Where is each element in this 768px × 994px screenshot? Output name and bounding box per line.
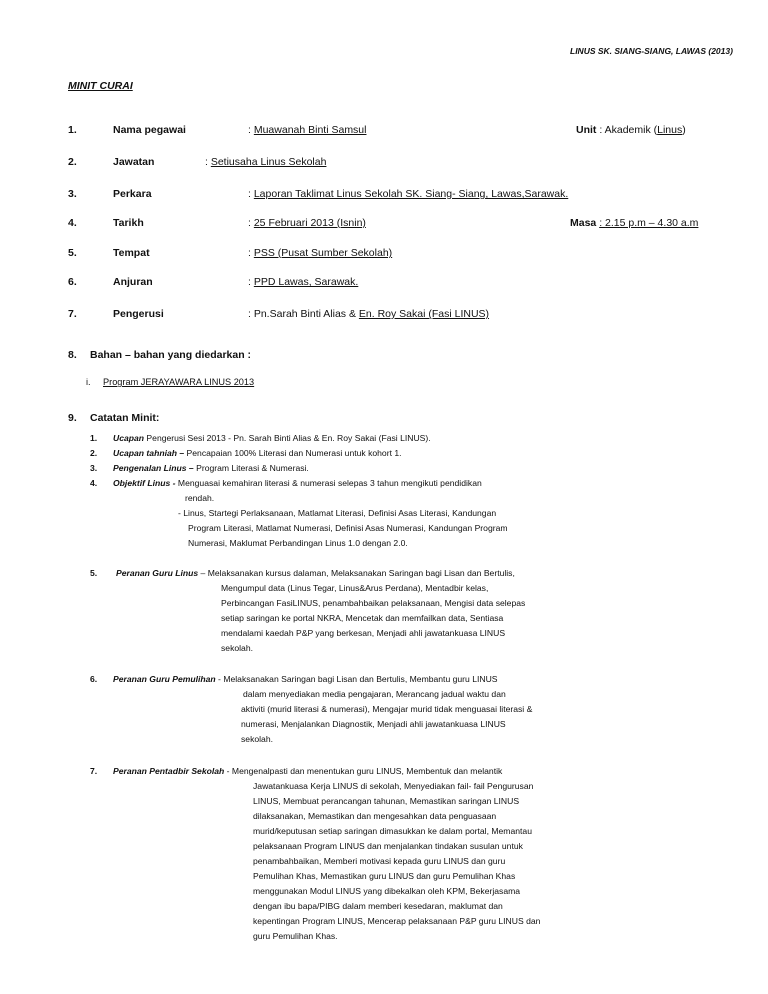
minute-continuation: menggunakan Modul LINUS yang dibekalkan oleh KPM, Bekerjasama: [253, 886, 521, 896]
minute-continuation: pelaksanaan Program LINUS dan menjalankan tindakan susulan untuk: [253, 841, 523, 851]
minute-continuation: rendah.: [185, 493, 215, 503]
field-num: 3.: [68, 188, 77, 200]
section-num: 9.: [68, 412, 77, 424]
minute-continuation: guru Pemulihan Khas.: [253, 931, 338, 941]
minute-continuation: Perbincangan FasiLINUS, penambahbaikan pelaksanaan, Mengisi data selepas: [221, 598, 526, 608]
field-value: : Muawanah Binti Samsul: [248, 124, 367, 136]
field-num: 5.: [68, 247, 77, 259]
minute-continuation: numerasi, Menjalankan Diagnostik, Menjadi ahli jawatankuasa LINUS: [241, 719, 506, 729]
minute-item: Objektif Linus - Menguasai kemahiran literasi & numerasi selepas 3 tahun mengikuti pendidikan: [113, 478, 482, 488]
field-label: Nama pegawai: [113, 124, 186, 136]
minute-continuation: sekolah.: [241, 734, 274, 744]
field-num: 2.: [68, 156, 77, 168]
field-label: Anjuran: [113, 276, 153, 288]
field-num: 7.: [68, 308, 77, 320]
minute-item: Peranan Guru Linus – Melaksanakan kursus dalaman, Melaksanakan Saringan bagi Lisan dan Bertulis,: [116, 568, 515, 578]
unit-field: Unit : Akademik (Linus): [576, 124, 686, 136]
page-title: MINIT CURAI: [68, 80, 133, 92]
list-item: Program JERAYAWARA LINUS 2013: [103, 377, 255, 387]
minute-continuation: murid/keputusan setiap saringan dimasukkan ke dalam portal, Memantau: [253, 826, 532, 836]
minute-continuation: mendalami kaedah P&P yang berkesan, Menjadi ahli jawatankuasa LINUS: [221, 628, 506, 638]
field-label: Pengerusi: [113, 308, 164, 320]
minute-continuation: dalam menyediakan media pengajaran, Merancang jadual waktu dan: [243, 689, 506, 699]
minute-num: 3.: [90, 463, 98, 473]
field-num: 1.: [68, 124, 77, 136]
section-title: Catatan Minit:: [90, 412, 160, 424]
minute-continuation: sekolah.: [221, 643, 254, 653]
field-value: : Pn.Sarah Binti Alias & En. Roy Sakai (Fasi LINUS): [248, 308, 490, 320]
minute-continuation: Pemulihan Khas, Memastikan guru LINUS dan guru Pemulihan Khas: [253, 871, 516, 881]
minute-continuation: Numerasi, Maklumat Perbandingan Linus 1.0 dengan 2.0.: [188, 538, 408, 548]
minute-continuation: setiap saringan ke portal NKRA, Mencetak dan memfailkan data, Sentiasa: [221, 613, 504, 623]
minute-continuation: aktiviti (murid literasi & numerasi), Mengajar murid tidak menguasai literasi &: [241, 704, 533, 714]
minute-item: Peranan Pentadbir Sekolah - Mengenalpasti dan menentukan guru LINUS, Membentuk dan melantik: [113, 766, 503, 776]
minute-continuation: Program Literasi, Matlamat Numerasi, Definisi Asas Numerasi, Kandungan Program: [188, 523, 508, 533]
masa-field: Masa : 2.15 p.m – 4.30 a.m: [570, 217, 699, 229]
minute-continuation: penambahbaikan, Memberi motivasi kepada guru LINUS dan guru: [253, 856, 506, 866]
field-value: : PPD Lawas, Sarawak.: [248, 276, 359, 288]
minute-continuation: - Linus, Startegi Perlaksanaan, Matlamat Literasi, Definisi Asas Literasi, Kandungan: [178, 508, 497, 518]
minute-continuation: dengan ibu bapa/PIBG dalam memberi kesedaran, maklumat dan: [253, 901, 503, 911]
minute-num: 5.: [90, 568, 98, 578]
field-num: 6.: [68, 276, 77, 288]
minute-continuation: kepentingan Program LINUS, Mencerap pelaksanaan P&P guru LINUS dan: [253, 916, 541, 926]
minute-item: Ucapan Pengerusi Sesi 2013 - Pn. Sarah Binti Alias & En. Roy Sakai (Fasi LINUS).: [113, 433, 431, 443]
minute-num: 6.: [90, 674, 98, 684]
minute-item: Ucapan tahniah – Pencapaian 100% Literasi dan Numerasi untuk kohort 1.: [113, 448, 402, 458]
header-title: LINUS SK. SIANG-SIANG, LAWAS (2013): [570, 46, 733, 56]
field-value: : Setiusaha Linus Sekolah: [205, 156, 327, 168]
list-num: i.: [86, 377, 91, 387]
minute-continuation: Mengumpul data (Linus Tegar, Linus&Arus Perdana), Mentadbir kelas,: [221, 583, 489, 593]
minute-continuation: Jawatankuasa Kerja LINUS di sekolah, Menyediakan fail- fail Pengurusan: [253, 781, 534, 791]
section-title: Bahan – bahan yang diedarkan :: [90, 349, 252, 361]
minute-item: Pengenalan Linus – Program Literasi & Numerasi.: [113, 463, 309, 473]
minute-num: 7.: [90, 766, 98, 776]
field-value: : PSS (Pusat Sumber Sekolah): [248, 247, 393, 259]
field-label: Perkara: [113, 188, 152, 200]
field-value: : 25 Februari 2013 (Isnin): [248, 217, 366, 229]
field-label: Jawatan: [113, 156, 155, 168]
minute-num: 2.: [90, 448, 98, 458]
minute-continuation: dilaksanakan, Memastikan dan mengesahkan data penguasaan: [253, 811, 497, 821]
field-value: : Laporan Taklimat Linus Sekolah SK. Siang- Siang, Lawas,Sarawak.: [248, 188, 569, 200]
field-label: Tempat: [113, 247, 150, 259]
field-label: Tarikh: [113, 217, 144, 229]
section-num: 8.: [68, 349, 77, 361]
minute-num: 4.: [90, 478, 98, 488]
field-num: 4.: [68, 217, 77, 229]
minute-num: 1.: [90, 433, 98, 443]
minute-continuation: LINUS, Membuat perancangan tahunan, Memastikan saringan LINUS: [253, 796, 520, 806]
minute-item: Peranan Guru Pemulihan - Melaksanakan Saringan bagi Lisan dan Bertulis, Membantu guru LINUS: [113, 674, 498, 684]
